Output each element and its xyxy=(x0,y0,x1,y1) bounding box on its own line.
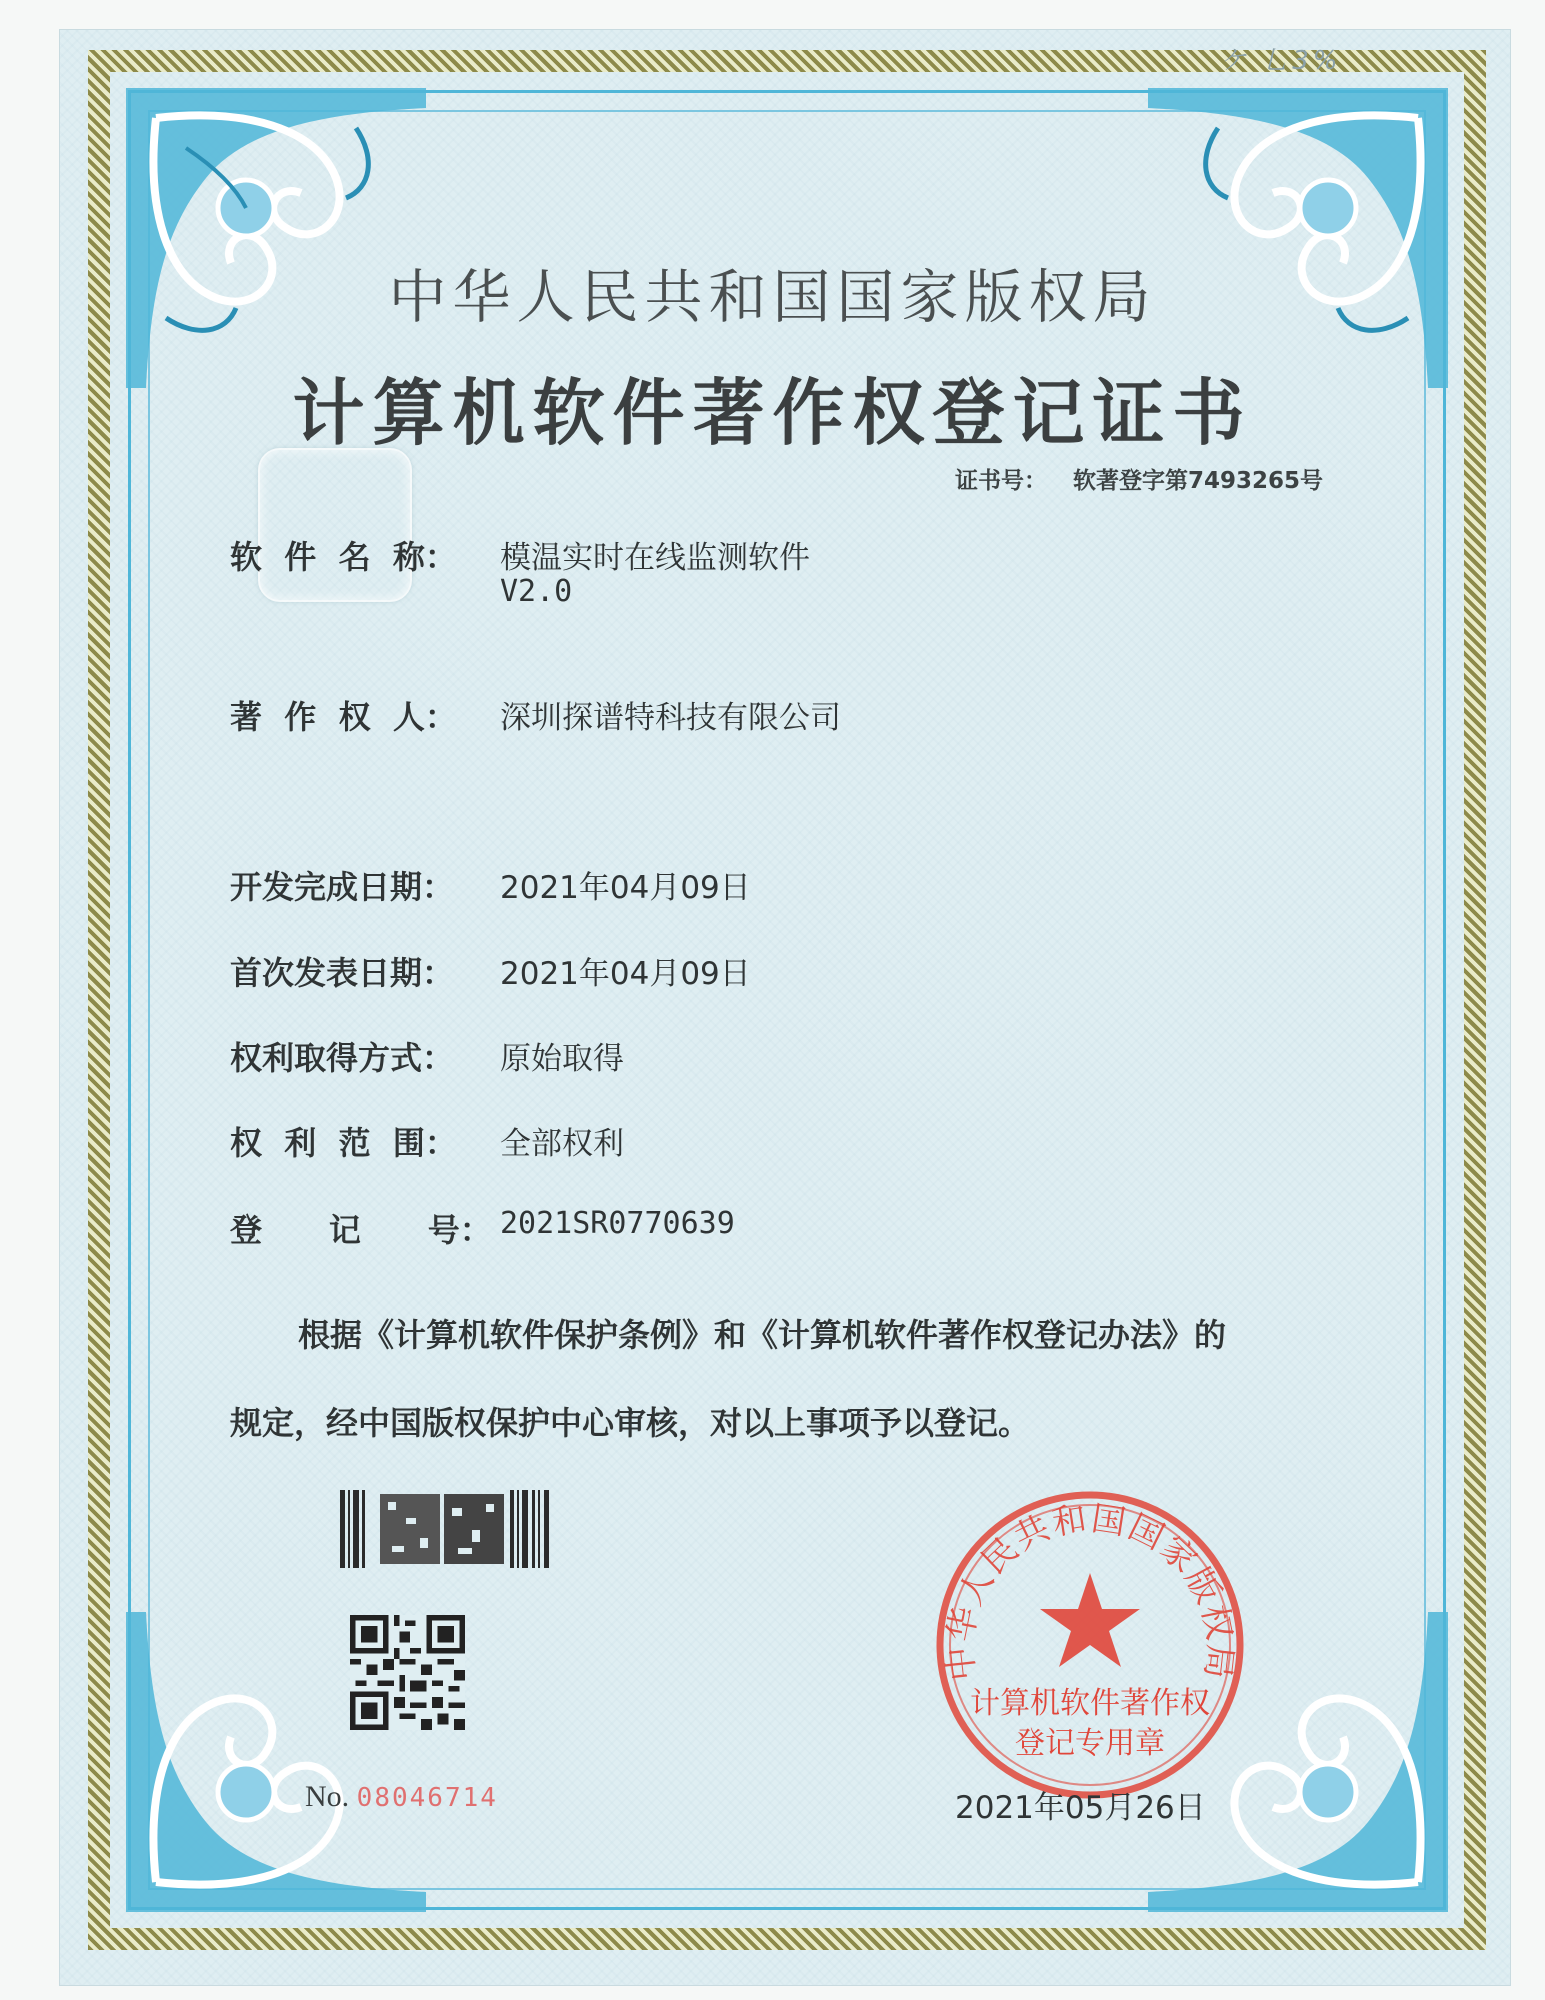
publish-date-label: 首次发表日期： xyxy=(230,954,455,992)
seal-line-1: 计算机软件著作权 xyxy=(970,1686,1210,1721)
seal-line-2: 登记专用章 xyxy=(1015,1726,1165,1761)
registration-number-value: 2021SR0770639 xyxy=(500,1206,735,1241)
certificate-number xyxy=(955,462,1323,495)
publish-date-value: 2021年04月09日 xyxy=(500,956,751,992)
certificate-number-label: 证书号： xyxy=(955,468,1047,494)
certificate-number-value: 软著登字第7493265号 xyxy=(1073,468,1324,494)
software-version-value: V2.0 xyxy=(500,574,573,609)
certificate-title: 计算机软件著作权登记证书 xyxy=(292,370,1253,455)
statement-line-1: 根据《计算机软件保护条例》和《计算机软件著作权登记办法》的 xyxy=(298,1316,1227,1354)
barcode-icon xyxy=(340,1490,555,1568)
scope-label: 权 利 范 围： xyxy=(230,1124,457,1162)
software-name-label: 软 件 名 称： xyxy=(230,538,457,576)
copyright-owner-value: 深圳探谱特科技有限公司 xyxy=(500,700,841,736)
embossed-stamp xyxy=(258,448,412,602)
copyright-owner-label: 著 作 权 人： xyxy=(230,698,457,736)
scope-value: 全部权利 xyxy=(500,1126,624,1162)
serial-number-value: 08046714 xyxy=(356,1783,498,1813)
serial-prefix: No. xyxy=(305,1780,350,1813)
acquisition-label: 权利取得方式： xyxy=(230,1039,455,1077)
dev-date-label: 开发完成日期： xyxy=(230,868,455,906)
acquisition-value: 原始取得 xyxy=(500,1041,624,1077)
issuing-authority: 中华人民共和国国家版权局 xyxy=(388,263,1157,331)
issue-date: 2021年05月26日 xyxy=(955,1790,1206,1826)
registration-number-label: 登 记 号： xyxy=(230,1211,492,1249)
seal-ring-text: 中华人民共和国国家版权局 xyxy=(939,1498,1241,1683)
seal-star-icon xyxy=(1040,1573,1140,1667)
dev-date-value: 2021年04月09日 xyxy=(500,870,751,906)
corner-ornament-icon xyxy=(126,88,426,388)
statement-line-2: 规定，经中国版权保护中心审核，对以上事项予以登记。 xyxy=(230,1404,1031,1442)
serial-number xyxy=(305,1780,498,1814)
software-name-value: 模温实时在线监测软件 xyxy=(500,540,810,576)
corner-ornament-icon xyxy=(1148,88,1448,388)
handwritten-mark: ケ 乚3% xyxy=(1220,46,1342,76)
qr-code-icon xyxy=(350,1615,465,1730)
